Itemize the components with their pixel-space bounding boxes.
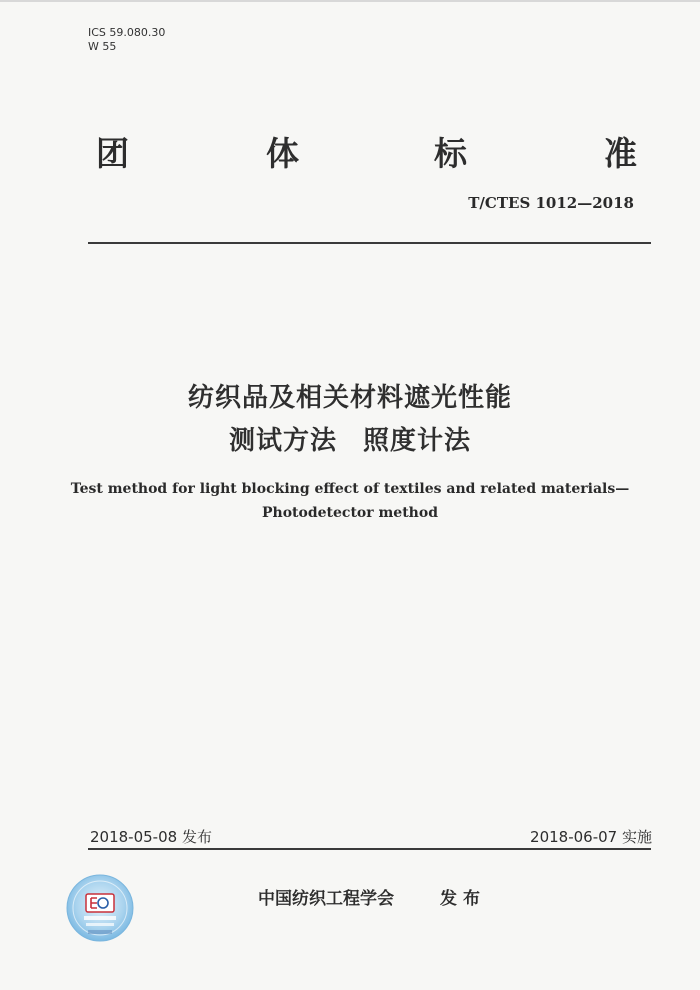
standard-type-char-1: 团: [96, 134, 129, 173]
title-en-line-2: Photodetector method: [262, 505, 438, 521]
title-en-line-1: Test method for light blocking effect of textiles and related materials—: [70, 481, 630, 497]
standard-type-char-3: 标: [434, 134, 467, 173]
scan-top-edge: [0, 0, 700, 2]
title-zh-line-2-part-1: 测试方法: [228, 426, 337, 456]
classification-codes: [88, 26, 165, 54]
standard-number: T/CTES 1012—2018: [468, 194, 634, 212]
title-zh-line-2: [0, 420, 700, 457]
bottom-divider: [88, 848, 651, 850]
title-zh-line-1: 纺织品及相关材料遮光性能: [187, 383, 512, 413]
standard-type-heading: [96, 128, 641, 172]
standard-type-char-2: 体: [266, 134, 299, 173]
standard-type-char-4: 准: [604, 134, 637, 173]
publication-date: 2018-05-08 发布: [90, 828, 212, 846]
implementation-date: 2018-06-07 实施: [530, 828, 652, 846]
publish-label: 发布: [440, 889, 486, 909]
publisher-name: 中国纺织工程学会: [258, 889, 394, 909]
ics-code: ICS 59.080.30: [88, 26, 166, 39]
ccs-code: W 55: [88, 40, 117, 53]
title-zh-line-2-part-2: 照度计法: [363, 426, 472, 456]
top-divider: [88, 242, 651, 244]
anti-counterfeit-seal-icon: [62, 872, 138, 944]
